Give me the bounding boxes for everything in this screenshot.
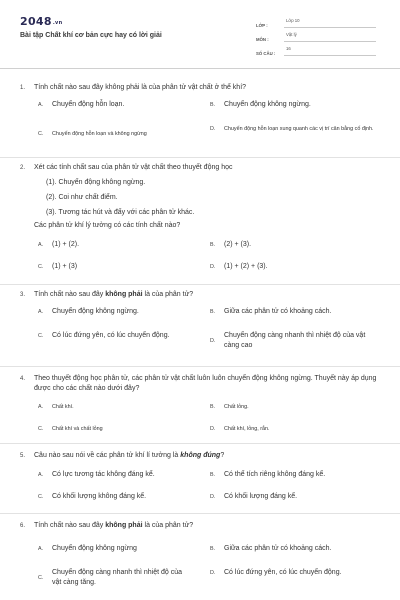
option-text: Có lực tương tác không đáng kể. — [52, 471, 155, 478]
option-text: (2) + (3). — [224, 241, 252, 248]
option-d[interactable] — [210, 425, 270, 433]
question-emphasis: không phải — [105, 291, 143, 298]
option-text: Có khối lượng đáng kể. — [224, 493, 298, 500]
document-header — [0, 0, 400, 68]
option-letter: A. — [38, 242, 44, 248]
option-letter: D. — [210, 338, 216, 344]
option-c[interactable] — [38, 130, 147, 138]
option-letter: B. — [210, 472, 216, 478]
option-text: Chuyển động hỗn loạn. — [52, 101, 125, 108]
option-letter: C. — [38, 264, 44, 270]
question-number: 1. — [20, 85, 26, 91]
option-b[interactable] — [210, 100, 311, 110]
option-c[interactable] — [38, 262, 77, 272]
question-number: 6. — [20, 523, 26, 529]
meta-value-count: 16 — [284, 46, 376, 56]
option-d[interactable] — [210, 125, 380, 133]
question-4 — [20, 374, 380, 440]
question-divider — [0, 443, 400, 444]
meta-row-count — [256, 42, 376, 56]
document-title: Bài tập Chất khí cơ bản cực hay có lời giải — [20, 32, 162, 39]
option-b[interactable] — [210, 470, 325, 480]
question-number: 4. — [20, 376, 26, 382]
option-text: Chất khí và chất lỏng — [52, 426, 103, 432]
option-text: Có khối lượng không đáng kể. — [52, 493, 147, 500]
option-text: Có lúc đứng yên, có lúc chuyển động. — [52, 332, 170, 339]
option-a[interactable] — [38, 403, 74, 411]
option-d[interactable] — [210, 492, 297, 502]
question-text-pre: Tính chất nào sau đây — [34, 291, 106, 298]
meta-row-class — [256, 14, 376, 28]
logo-main-text: 2048 — [20, 15, 52, 28]
statement-3: (3). Tương tác hút và đẩy với các phân tử khác. — [46, 209, 195, 216]
option-letter: A. — [38, 309, 44, 315]
option-text: (1) + (2). — [52, 241, 80, 248]
option-letter: D. — [210, 126, 216, 132]
question-text-pre: Tính chất nào sau đây — [34, 522, 106, 529]
statement-2: (2). Coi như chất điểm. — [46, 194, 118, 201]
option-text: Có lúc đứng yên, có lúc chuyển động. — [224, 569, 342, 576]
question-2 — [20, 163, 380, 281]
option-letter: B. — [210, 242, 216, 248]
option-text: Giữa các phân tử có khoảng cách. — [224, 308, 332, 315]
option-text: Chuyển động hỗn loạn và không ngừng — [52, 131, 147, 137]
option-d[interactable] — [210, 262, 268, 272]
meta-row-subject — [256, 28, 376, 42]
option-letter: C. — [38, 494, 44, 500]
option-text: Giữa các phân tử có khoảng cách. — [224, 545, 332, 552]
question-divider — [0, 284, 400, 285]
question-1 — [20, 83, 380, 155]
question-divider — [0, 366, 400, 367]
question-emphasis: không phải — [105, 522, 143, 529]
option-text: (1) + (3) — [52, 263, 78, 270]
option-letter: C. — [38, 333, 44, 339]
option-text: Chuyển động không ngừng. — [224, 101, 311, 108]
option-a[interactable] — [38, 100, 124, 110]
question-divider — [0, 513, 400, 514]
option-letter: A. — [38, 546, 44, 552]
option-text: Chuyển động càng nhanh thì nhiệt độ của vật càng tăng. — [52, 569, 182, 586]
meta-label-count: SỐ CÂU : — [256, 51, 276, 56]
option-letter: D. — [210, 494, 216, 500]
question-5 — [20, 451, 380, 509]
option-d[interactable] — [210, 568, 354, 578]
question-3 — [20, 290, 380, 362]
option-a[interactable] — [38, 240, 79, 250]
option-b[interactable] — [210, 240, 251, 250]
option-text: Chuyển động không ngừng — [52, 545, 137, 552]
question-prompt: Các phân tử khí lý tưởng có các tính chất nào? — [34, 222, 181, 229]
question-text: Xét các tính chất sau của phân tử vật chất theo thuyết động học — [34, 164, 233, 171]
option-text: Chất lỏng. — [224, 404, 249, 410]
option-letter: C. — [38, 426, 44, 432]
statement-1: (1). Chuyển động không ngừng. — [46, 179, 146, 186]
question-text: Tính chất nào sau đây không phải là của phân tử vật chất ở thể khí? — [34, 84, 247, 91]
meta-label-class: LỚP : — [256, 23, 268, 28]
option-a[interactable] — [38, 470, 155, 480]
question-text — [34, 451, 380, 461]
meta-value-class: Lớp 10 — [284, 18, 376, 28]
site-logo[interactable] — [20, 15, 62, 28]
option-b[interactable] — [210, 544, 331, 554]
option-text: Chất khí, lỏng, rắn. — [224, 426, 270, 432]
question-number: 3. — [20, 292, 26, 298]
question-text-post: là của phân tử? — [142, 291, 194, 298]
question-text-post: là của phân tử? — [142, 522, 194, 529]
option-c[interactable] — [38, 568, 182, 588]
option-text: Chuyển động càng nhanh thì nhiệt độ của vật càng cao — [224, 332, 366, 349]
option-b[interactable] — [210, 307, 331, 317]
option-letter: B. — [210, 309, 216, 315]
option-letter: B. — [210, 546, 216, 552]
logo-suffix-text: .vn — [52, 20, 63, 26]
option-letter: B. — [210, 102, 216, 108]
option-letter: D. — [210, 426, 216, 432]
header-divider — [0, 68, 400, 69]
option-letter: C. — [38, 575, 44, 581]
option-b[interactable] — [210, 403, 249, 411]
option-letter: A. — [38, 102, 44, 108]
option-c[interactable] — [38, 425, 103, 433]
option-c[interactable] — [38, 331, 172, 341]
option-text: Chất khí. — [52, 404, 74, 410]
option-text: Chuyển động không ngừng. — [52, 308, 139, 315]
option-text: (1) + (2) + (3). — [224, 263, 268, 270]
option-text: Chuyển động hỗn loạn xung quanh các vị trí cân bằng cố định. — [224, 126, 374, 132]
question-text-post: ? — [220, 452, 225, 459]
option-letter: C. — [38, 131, 44, 137]
question-emphasis: không đúng — [180, 452, 221, 459]
question-text-pre: Câu nào sau nói về các phân tử khí lí tưởng là — [34, 452, 181, 459]
meta-label-subject: MÔN : — [256, 37, 269, 42]
option-letter: D. — [210, 570, 216, 576]
question-6 — [20, 521, 380, 599]
question-number: 2. — [20, 165, 26, 171]
option-letter: B. — [210, 404, 216, 410]
option-text: Có thể tích riêng không đáng kể. — [224, 471, 326, 478]
option-a[interactable] — [38, 307, 139, 317]
option-a[interactable] — [38, 544, 137, 554]
option-letter: A. — [38, 404, 44, 410]
question-divider — [0, 157, 400, 158]
option-d[interactable] — [210, 331, 374, 351]
option-letter: A. — [38, 472, 44, 478]
question-number: 5. — [20, 453, 26, 459]
question-text — [34, 290, 380, 300]
option-letter: D. — [210, 264, 216, 270]
document-meta — [256, 14, 376, 56]
option-c[interactable] — [38, 492, 146, 502]
question-text: Theo thuyết động học phân tử, các phân tử vật chất luôn luôn chuyển động không ngừng. Thuyết này áp dụng được cho các chất nào dưới đây? — [34, 375, 377, 392]
question-text — [34, 521, 380, 531]
meta-value-subject: Vật lý — [284, 32, 376, 42]
